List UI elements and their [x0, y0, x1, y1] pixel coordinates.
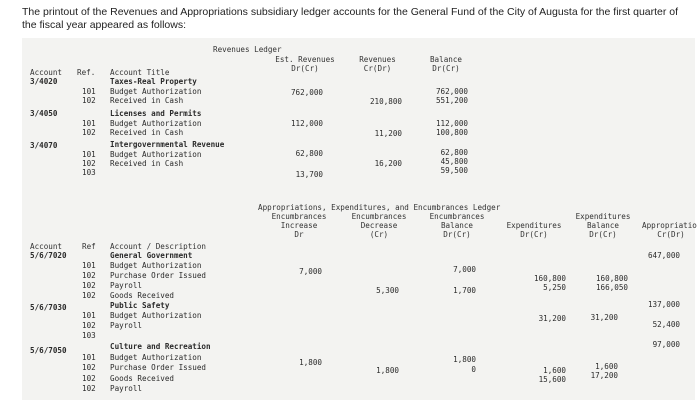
app-row-desc: Budget Authorization: [110, 261, 202, 270]
app-row-desc: Payroll: [110, 384, 143, 393]
app-col-enc-inc-line2: Increase: [280, 221, 318, 230]
rev-col-revenues-line2: Cr(Dr): [363, 64, 392, 73]
app-col-enc-dec-line3: (Cr): [369, 230, 389, 239]
rev-row-account: 3/4050: [30, 109, 58, 118]
rev-row-title: Received in Cash: [110, 159, 184, 168]
app-row-desc: Payroll: [110, 321, 143, 330]
app-col-exp-line2: Dr(Cr): [520, 230, 548, 239]
rev-row-title: Licenses and Permits: [110, 109, 202, 118]
app-col-expbal-line3: Dr(Cr): [589, 230, 617, 239]
app-row-app: 137,000: [647, 300, 680, 309]
app-row-ref: 102: [82, 363, 96, 372]
rev-row-title: Received in Cash: [110, 96, 184, 105]
rev-row-est: 762,000: [290, 88, 323, 97]
rev-col-est-line1: Est. Revenues: [275, 55, 335, 64]
rev-col-account: Account: [30, 68, 63, 77]
rev-row-ref: 103: [82, 168, 96, 177]
app-row-app: 52,400: [652, 320, 680, 329]
rev-row-rev: 11,200: [374, 129, 402, 138]
rev-row-ref: 101: [82, 119, 96, 128]
app-col-enc-bal-line2: Balance: [440, 221, 473, 230]
rev-row-bal: 100,800: [435, 128, 468, 137]
rev-row-ref: 101: [82, 150, 96, 159]
app-row-ref: 103: [82, 331, 96, 340]
rev-row-account: 3/4070: [30, 141, 58, 150]
app-row-account: 5/6/7020: [30, 251, 67, 260]
rev-row-rev: 210,800: [369, 97, 402, 106]
app-row-ebal: 0: [471, 365, 476, 374]
app-row-exp: 1,600: [543, 366, 566, 375]
rev-col-balance-line1: Balance: [429, 55, 462, 64]
rev-row-title: Intergovernmental Revenue: [110, 140, 225, 149]
rev-row-bal: 59,500: [440, 166, 468, 175]
app-col-enc-inc-line3: Dr: [294, 230, 304, 239]
app-col-expbal-line1: Expenditures: [575, 212, 631, 221]
rev-row-title: Budget Authorization: [110, 150, 202, 159]
rev-row-bal: 112,000: [435, 119, 468, 128]
rev-col-revenues-line1: Revenues: [359, 55, 396, 64]
problem-intro: The printout of the Revenues and Appropriations subsidiary ledger accounts for the General Fund of the City of Augusta for the first quarter of the fiscal year appeared as follows:: [22, 6, 679, 31]
app-col-enc-dec-line2: Decrease: [360, 221, 398, 230]
rev-row-ref: 101: [82, 87, 96, 96]
app-row-ebal: 7,000: [453, 265, 476, 274]
rev-row-bal: 45,800: [440, 157, 468, 166]
app-row-desc: Budget Authorization: [110, 353, 202, 362]
app-col-ref: Ref: [82, 242, 96, 251]
app-row-ref: 102: [82, 321, 96, 330]
rev-row-bal: 62,800: [440, 148, 468, 157]
app-col-enc-inc-line1: Encumbrances: [271, 212, 327, 221]
app-row-desc: Goods Received: [110, 374, 175, 383]
rev-col-est-line2: Dr(Cr): [291, 64, 319, 73]
app-row-ebal: 1,800: [453, 355, 476, 364]
app-row-xbal: 1,600: [595, 362, 618, 371]
app-row-exp: 160,800: [533, 274, 566, 283]
appropriations-ledger-title: Appropriations, Expenditures, and Encumbrances Ledger: [258, 203, 501, 212]
app-col-enc-bal-line1: Encumbrances: [429, 212, 485, 221]
app-row-inc: 1,800: [299, 358, 322, 367]
rev-row-bal: 551,200: [435, 96, 468, 105]
rev-row-ref: 102: [82, 159, 96, 168]
app-row-dec: 1,800: [376, 366, 399, 375]
app-row-exp: 5,250: [543, 283, 566, 292]
app-row-xbal: 31,200: [590, 313, 618, 322]
app-row-ref: 102: [82, 374, 96, 383]
app-row-desc: Purchase Order Issued: [110, 363, 207, 372]
revenues-ledger-title: Revenues Ledger: [213, 45, 282, 54]
rev-row-rev: 16,200: [374, 159, 402, 168]
app-row-xbal: 160,800: [595, 274, 628, 283]
app-col-expbal-line2: Balance: [586, 221, 619, 230]
app-row-ref: 101: [82, 311, 96, 320]
rev-row-account: 3/4020: [30, 77, 58, 86]
rev-row-est: 13,700: [295, 170, 323, 179]
app-row-ebal: 1,700: [453, 286, 476, 295]
app-row-ref: 102: [82, 271, 96, 280]
app-row-app: 97,000: [652, 340, 680, 349]
app-row-dec: 5,300: [376, 286, 399, 295]
rev-col-title: Account Title: [110, 68, 170, 77]
app-col-approp-line1: Appropriatio: [642, 221, 697, 230]
app-col-exp-line1: Expenditures: [506, 221, 562, 230]
app-row-account: 5/6/7050: [30, 346, 67, 355]
app-row-xbal: 17,200: [590, 371, 618, 380]
app-row-ref: 101: [82, 353, 96, 362]
app-row-app: 647,000: [647, 251, 680, 260]
app-row-ref: 102: [82, 281, 96, 290]
app-row-desc: General Government: [110, 251, 193, 260]
app-row-desc: Budget Authorization: [110, 311, 202, 320]
rev-col-balance-line2: Dr(Cr): [432, 64, 460, 73]
rev-col-ref: Ref.: [77, 68, 96, 77]
app-row-desc: Culture and Recreation: [110, 342, 211, 351]
rev-row-bal: 762,000: [435, 87, 468, 96]
rev-row-est: 112,000: [290, 119, 323, 128]
app-row-exp: 31,200: [538, 314, 566, 323]
rev-row-ref: 102: [82, 96, 96, 105]
app-row-xbal: 166,050: [595, 283, 628, 292]
app-row-exp: 15,600: [538, 375, 566, 384]
app-row-account: 5/6/7030: [30, 303, 67, 312]
app-row-ref: 102: [82, 291, 96, 300]
rev-row-title: Budget Authorization: [110, 87, 202, 96]
app-col-enc-dec-line1: Encumbrances: [351, 212, 407, 221]
rev-row-title: Taxes-Real Property: [110, 77, 197, 86]
app-row-inc: 7,000: [299, 267, 322, 276]
app-row-ref: 101: [82, 261, 96, 270]
app-col-approp-line2: Cr(Dr): [657, 230, 685, 239]
app-col-description: Account / Description: [110, 242, 207, 251]
app-row-desc: Goods Received: [110, 291, 175, 300]
app-col-enc-bal-line3: Dr(Cr): [443, 230, 471, 239]
app-row-desc: Purchase Order Issued: [110, 271, 207, 280]
rev-row-est: 62,800: [295, 149, 323, 158]
app-row-desc: Payroll: [110, 281, 143, 290]
app-row-ref: 102: [82, 384, 96, 393]
rev-row-title: Received in Cash: [110, 128, 184, 137]
rev-row-title: Budget Authorization: [110, 119, 202, 128]
app-col-account: Account: [30, 242, 63, 251]
app-row-desc: Public Safety: [110, 301, 170, 310]
rev-row-ref: 102: [82, 128, 96, 137]
